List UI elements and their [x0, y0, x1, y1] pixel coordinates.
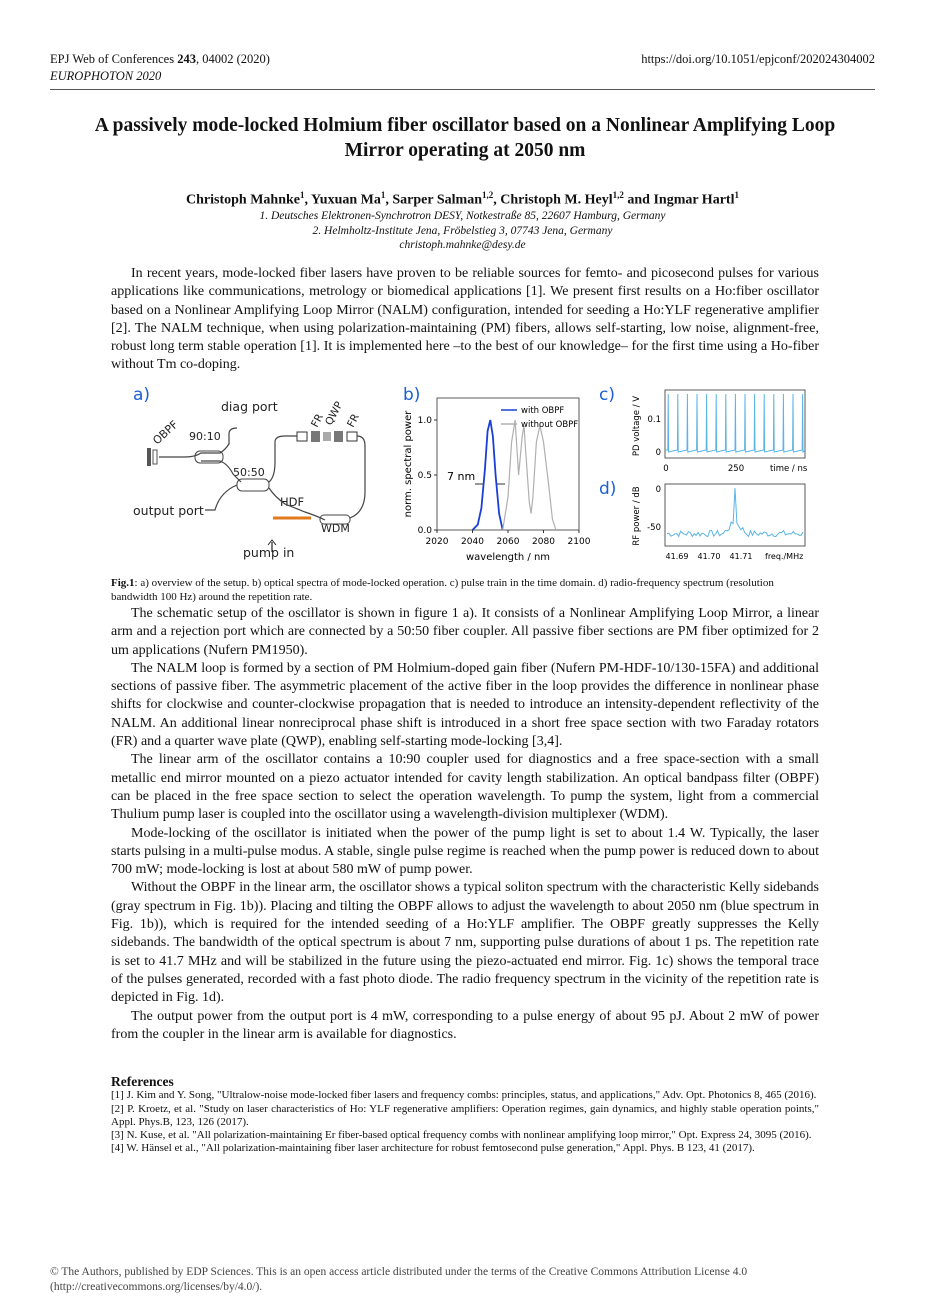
panel-b-ticks	[418, 416, 591, 547]
label-obpf: OBPF	[150, 418, 181, 448]
loop-fiber-right	[350, 436, 365, 518]
obpf-filter-icon	[153, 450, 157, 464]
panel-d-ylabel: RF power / dB	[632, 486, 642, 546]
panel-b-xlabel: wavelength / nm	[465, 552, 551, 563]
label-diag-port: diag port	[221, 399, 278, 414]
reference-item: [3] N. Kuse, et al. "All polarization-maintaining Er fiber-based optical frequency combs with nonlinear amplifying loop mirror," Opt. Express 24, 3095 (2016).	[111, 1129, 812, 1142]
author-name: Sarper Salman	[392, 192, 482, 208]
panel-a-label: a)	[133, 385, 151, 405]
panel-c-ytick-1: 0.1	[647, 415, 661, 425]
y-tick-label: 0.5	[417, 471, 432, 481]
panel-b-axes	[437, 398, 579, 530]
paragraph-output: The output power from the output port is 4 mW, corresponding to a pulse energy of about 95 pJ. About 2 mW of power from the coupler in the linear arm is available for diagnostics.	[111, 1008, 819, 1042]
coupler-50-50-icon	[237, 479, 269, 491]
panel-c-xlabel: time / ns	[770, 464, 808, 474]
collimator-1-icon	[297, 432, 307, 441]
panel-b-series	[473, 420, 556, 530]
loop-fiber-upper	[269, 436, 297, 482]
panel-d-trace	[667, 488, 803, 536]
main-body	[111, 605, 819, 1044]
reference-item: [4] W. Hänsel et al., "All polarization-maintaining fiber laser architecture for robust femtosecond pulse generation," Appl. Phys. B 123, 41 (2017).	[111, 1142, 755, 1155]
intro-section	[111, 265, 819, 375]
license-footer: © The Authors, published by EDP Sciences. This is an open access article distributed under the terms of the Creative Commons Attribution License 4.0 (http://creativecommons.org/licenses/by/4.0/).	[50, 1266, 748, 1293]
author-name: Ingmar Hartl	[653, 192, 735, 208]
label-coupler-90-10: 90:10	[189, 430, 221, 443]
paragraph-linear-arm: The linear arm of the oscillator contains a 10:90 coupler used for diagnostics and a free space-section with a small metallic end mirror mounted on a piezo actuator intended for cavity length stabilization. An optical bandpass filter (OBPF) can be placed in the free space section to select the operation wavelength. To pump the system, light from a commercial Thulium pump laser is coupled into the oscillator using a wavelength-division multiplexer (WDM).	[111, 752, 819, 823]
affiliation-1: 1. Deutsches Elektronen-Synchrotron DESY, Notkestraße 85, 22607 Hamburg, Germany	[259, 210, 666, 222]
journal-ref: EPJ Web of Conferences 243, 04002 (2020)	[50, 52, 270, 66]
author-name: Christoph M. Heyl	[500, 192, 613, 208]
label-hdf: HDF	[280, 495, 305, 509]
panel-c-ytick-0: 0	[655, 448, 661, 458]
figure-caption	[111, 577, 819, 604]
caption-label: Fig.1	[111, 577, 135, 589]
x-tick-label: 2060	[496, 537, 520, 547]
author-separator: ,	[304, 192, 311, 208]
panel-d-xtick-1: 41.70	[697, 552, 721, 561]
author-separator: ,	[385, 192, 393, 208]
faraday-rotator-1-icon	[311, 431, 320, 442]
author-affiliation-marker: 1,2	[481, 190, 494, 200]
bandwidth-annotation: 7 nm	[447, 470, 476, 483]
panel-d-xtick-2: 41.71	[729, 552, 753, 561]
x-tick-label: 2100	[567, 537, 591, 547]
paragraph-setup: The schematic setup of the oscillator is shown in figure 1 a). It consists of a Nonlinear Amplifying Loop Mirror, a linear arm and a rejection port which are connected by a 50:50 fiber coupler. All passive fiber sections are PM fiber optimized for 2 um applications (Nufern PM1950).	[111, 606, 819, 658]
legend-without-obpf: without OBPF	[521, 420, 579, 430]
panel-d-ytick-50: -50	[647, 523, 661, 533]
label-coupler-50-50: 50:50	[233, 466, 265, 479]
label-pump-in: pump in	[243, 545, 295, 560]
panel-c-xtick-0: 0	[663, 464, 669, 474]
figure-1	[125, 382, 815, 568]
author-separator: ,	[493, 192, 501, 208]
faraday-rotator-2-icon	[334, 431, 343, 442]
panel-c-xtick-1: 250	[727, 464, 745, 474]
affiliations	[50, 209, 875, 253]
author-affiliation-marker: 1	[734, 190, 739, 200]
y-tick-label: 0.0	[417, 526, 432, 536]
output-fiber	[205, 485, 237, 510]
header-rule	[50, 89, 875, 90]
paper-title: A passively mode-locked Holmium fiber oscillator based on a Nonlinear Amplifying Loop Mirror operating at 2050 nm	[94, 115, 836, 161]
label-fr-1: FR	[309, 411, 326, 430]
qwp-icon	[323, 432, 331, 441]
panel-d-ytick-0: 0	[655, 485, 661, 495]
rf-spectrum-line	[667, 488, 803, 536]
conference-name: EUROPHOTON 2020	[50, 69, 162, 83]
panel-c-label: c)	[599, 385, 615, 405]
pulse-train-line	[665, 394, 805, 452]
reference-item: [2] P. Kroetz, et al. "Study on laser characteristics of Ho: YLF regenerative amplifiers: Operation regimes, gain dynamics, and highly stable operation points," Appl. Phys.B, 123, 126 (2017).	[111, 1102, 819, 1128]
legend-with-obpf: with OBPF	[521, 406, 565, 416]
reference-item: [1] J. Kim and Y. Song, "Ultralow-noise mode-locked fiber lasers and frequency combs: principles, status, and applications," Adv. Opt. Photonics 8, 465 (2016).	[111, 1089, 817, 1102]
label-fr-2: FR	[345, 411, 362, 430]
label-output-port: output port	[133, 503, 204, 518]
intro-paragraph: In recent years, mode-locked fiber lasers have proven to be reliable sources for femto- and picosecond pulses for various applications like communications, metrology or biomedical applications [1]. We present first results on a Ho:fiber oscillator based on a Nonlinear Amplifying Loop Mirror (NALM) configuration, intended for seeding a Ho:YLF regenerative amplifier [2]. The NALM technique, when using polarization-maintaining (PM) fibers, allows self-starting, low noise, alignment-free, robust long term stable operation [1]. It is implemented here –to the best of our knowledge– for the first time using a Ho-fiber without Tm co-doping.	[111, 266, 819, 373]
panel-d-rf-spectrum	[599, 479, 805, 561]
doi-link[interactable]: https://doi.org/10.1051/epjconf/202024304002	[641, 52, 875, 66]
panel-b-label: b)	[403, 385, 421, 405]
panel-c-trace	[665, 394, 805, 452]
paragraph-modelocking: Mode-locking of the oscillator is initiated when the power of the pump light is set to about 1.4 W. Typically, the laser starts pulsing in a multi-pulse modus. A stable, single pulse regime is reached when the pump power is reduced down to about 700 mW; mode-locking is lost at about 580 mW of pump power.	[111, 825, 819, 878]
panel-c-pulse-train	[599, 385, 808, 474]
author-affiliation-marker: 1	[300, 190, 305, 200]
label-wdm: WDM	[321, 522, 350, 535]
y-tick-label: 1.0	[417, 416, 432, 426]
panel-a-setup	[133, 385, 365, 560]
author-list	[50, 190, 875, 209]
author-affiliation-marker: 1,2	[612, 190, 624, 200]
collimator-2-icon	[347, 432, 357, 441]
panel-b-ylabel: norm. spectral power	[403, 410, 414, 518]
references-heading: References	[111, 1074, 174, 1089]
references-section	[111, 1075, 819, 1156]
paragraph-results: Without the OBPF in the linear arm, the oscillator shows a typical soliton spectrum with the characteristic Kelly sidebands (gray spectrum in Fig. 1b)). Placing and tilting the OBPF allows to adjust the wavelength to about 2050 nm (blue spectrum in Fig. 1b)), which is required for the intended seeding of a Ho:YLF amplifier. The OBPF greatly suppresses the Kelly sidebands. The bandwidth of the optical spectrum is about 7 nm, supporting pulse durations of about 1 ps. The repetition rate is set to 41.7 MHz and will be stabilized in the future using the piezo-actuated end mirror. Fig. 1c) shows the temporal trace of the pulses generated, recorded with a fast photo diode. The radio frequency spectrum in the vicinity of the repetition rate is depicted in Fig. 1d).	[111, 880, 819, 1006]
paragraph-nalm: The NALM loop is formed by a section of PM Holmium-doped gain fiber (Nufern PM-HDF-10/130-15FA) and additional sections of passive fiber. The asymmetric placement of the active fiber in the loop provides the difference in nonlinear phase shifts for clockwise and counter-clockwise propagation that is needed to introduce an intensity-dependent reflectivity of the NALM. An additional linear nonreciprocal phase shift is introduced in a short free space section with two Faraday rotators (FR) and a quarter wave plate (QWP), enabling self-starting mode-locking [3,4].	[111, 660, 819, 750]
author-name: Yuxuan Ma	[310, 192, 381, 208]
panel-d-xtick-0: 41.69	[665, 552, 689, 561]
affiliation-2: 2. Helmholtz-Institute Jena, Fröbelstieg 3, 07743 Jena, Germany	[312, 224, 613, 237]
running-header	[50, 52, 875, 84]
author-name: Christoph Mahnke	[186, 192, 300, 208]
series-line-without-obpf	[503, 420, 556, 530]
x-tick-label: 2020	[425, 537, 449, 547]
contact-email[interactable]: christoph.mahnke@desy.de	[399, 239, 526, 251]
panel-c-ylabel: PD voltage / V	[632, 395, 642, 457]
panel-b-spectrum	[403, 385, 591, 563]
author-separator: and	[623, 192, 654, 208]
series-line-with-obpf	[473, 420, 503, 530]
label-qwp: QWP	[323, 399, 346, 428]
x-tick-label: 2080	[532, 537, 555, 547]
panel-d-xlabel: freq./MHz	[765, 552, 804, 561]
x-tick-label: 2040	[461, 537, 484, 547]
panel-d-label: d)	[599, 479, 617, 499]
figure-1-canvas	[125, 382, 815, 568]
author-affiliation-marker: 1	[380, 190, 386, 200]
caption-text: : a) overview of the setup. b) optical spectra of mode-locked operation. c) pulse train in the time domain. d) radio-frequency spectrum (resolution bandwidth 100 Hz) around the repetition rate.	[111, 577, 774, 603]
end-mirror-icon	[147, 448, 151, 466]
